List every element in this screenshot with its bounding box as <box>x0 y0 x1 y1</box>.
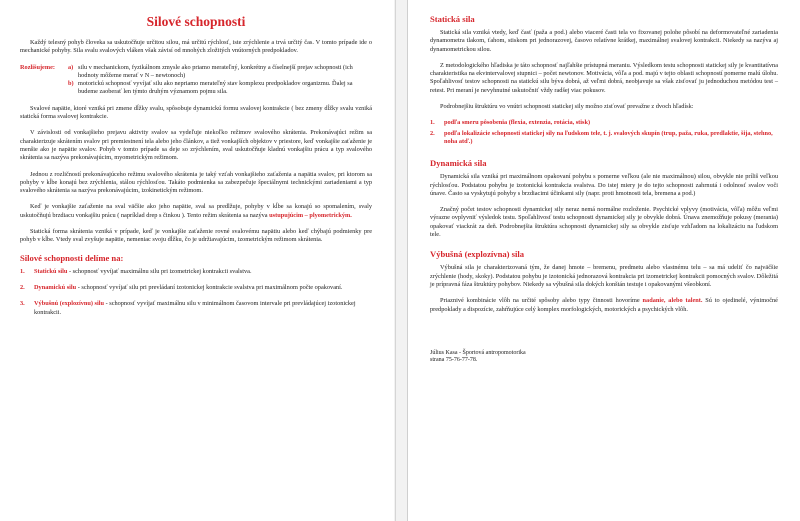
list-item <box>20 268 372 276</box>
paragraph-dynamic-definition: Dynamická sila vzniká pri maximálnom opakovaní pohybu s pomerne veľkou (ale nie maximálnou) silou, obvykle nie príliš veľkou rýchlosťou. Podstatou pohybu je izotonická kontrakcia svalstva. Do istej miery je do tejto schopnosti zahrnutá i odolnosť svalov voči únave. Často sa vyskytujú pohyby s brzdiacimi účinkami sily (napr. proti hmotnosti tela, bremena a pod.) <box>430 173 778 197</box>
footer-author: Július Kasa - Športová antropomotorika <box>430 349 526 356</box>
list-number: 3. <box>20 300 25 308</box>
intro-paragraph: Každý telesný pohyb človeka sa uskutočňuje určitou silou, má určitú rýchlosť, iste zrýchlenie a trvá určitý čas. V tomto prípade ide o mechanické pohyby. Sila svalu svalových vláken však závisí od mnohých zložitých vnútorných predpokladov. <box>20 39 372 55</box>
section-heading-division: Silové schopnosti delíme na: <box>20 252 124 263</box>
page-title: Silové schopnosti <box>146 14 246 29</box>
list-text: podľa smeru pôsobenia (flexia, extenzia, rotácia, stisk) <box>444 119 591 127</box>
distinction-item-b <box>68 80 372 97</box>
list-text: podľa lokalizácie schopnosti statickej sily na ľudskom tele, t. j. svalových skupín (trup, paža, ruka, predlaktie, šija, stehno, noha atď.) <box>444 129 773 145</box>
paragraph-tension: Svalové napätie, ktoré vzniká pri zmene dĺžky svalu, spôsobuje dynamickú formu svalovej kontrakcie ( bez zmeny dĺžky svalu vzniká statická forma svalovej kontrakcie. <box>20 104 372 121</box>
list-number: 2. <box>430 129 435 137</box>
right-page <box>407 0 800 521</box>
list-item <box>20 284 372 292</box>
paragraph-static-structure: Podrobnejšiu štruktúru vo vnútri schopnosti statickej sily možno zisťovať prevažne z dvoch hľadísk: <box>440 103 694 111</box>
list-term: Statickú silu <box>34 267 68 275</box>
paragraph-text: Keď je vonkajšie zaťaženie na sval väčšie ako jeho napätie, sval sa predlžuje, pohyby v kĺbe sa konajú so spomalením, svaly uskutočňujú brzdiacu vonkajšiu prácu ( napríklad drep s činkou ). Tento režim skrátenia sa nazýva <box>20 203 372 219</box>
footer-pages: strana 75-76-77-78. <box>430 357 478 364</box>
list-text: - schopnosť vyvíjať silu pri prevládaní izotonickej kontrakcie svalstva pri maximálnom počte opakovaní. <box>76 283 343 291</box>
distinction-block <box>20 64 372 97</box>
list-number: 2. <box>20 283 25 291</box>
item-text: motorickú schopnosť vyvíjať silu ako nepriamo merateľný stav komplexu predpokladov organizmu. Ďalej sa budeme zaoberať len týmto druhým významom pojmu sila. <box>78 80 353 96</box>
paragraph-regimes: V závislosti od vonkajšieho prejavu aktivity svalov sa vydeľuje niekoľko režimov svalového skrátenia. Prekonávajúci režim sa charakterizuje skrátením svalov pri premiestnení tela alebo jeho článkov, a tiež vonkajších objektov v priestore, keď vonkajšie zaťaženie je menšie ako je napätie svalov. Pohyb v tomto prípade sa deje so zrýchlením, sval uskutočňuje kladnú vonkajšiu prácu a typ svalového skrátenia sa nazýva prekonávajúcim, myometrickým režimom. <box>20 129 372 162</box>
paragraph-text: Priaznivé kombinácie vlôh na určité spôsoby alebo typy činnosti hovoríme <box>440 297 643 305</box>
item-marker: b) <box>68 80 74 88</box>
paragraph-plyometric <box>20 203 372 220</box>
page-divider <box>395 0 396 521</box>
list-text: - schopnosť vyvíjať maximálnu silu v minimálnom časovom intervale pri prevládajúcej izotonickej kontrakcii. <box>34 300 356 316</box>
item-marker: a) <box>68 63 74 71</box>
page-footer <box>430 350 778 365</box>
list-term: Výbušnú (explozívnu) silu <box>34 300 104 308</box>
highlight-term: nadanie, alebo talent. <box>642 297 703 305</box>
left-page <box>0 0 394 521</box>
distinction-label: Rozlišujeme: <box>20 63 55 71</box>
paragraph-talent <box>430 297 778 314</box>
list-item <box>430 119 778 127</box>
static-criteria-list <box>430 119 778 146</box>
list-term: Dynamickú silu <box>34 283 77 291</box>
paragraph-static-definition: Statická sila vzniká vtedy, keď časť (paža a pod.) alebo viaceré časti tela vo fixovanej polohe pôsobí na deformovateľné zariadenia dynamometra tlakom, ťahom, stiskom pri jednorazovej, časovo relatívne krátkej, maximálnej svalovej kontrakcii. Niekedy sa nazýva aj dynamometrickou silou. <box>430 29 778 53</box>
list-number: 1. <box>20 267 25 275</box>
paragraph-isokinetic: Jednou z rozličností prekonávajúceho režimu svalového skrátenia je taký vzťah vonkajšieho zaťaženia a napätia svalov, pri ktorom sa pohyby v kĺbe konajú bez zrýchlenia, stálou rýchlosťou. Takáto podmienka sa zabezpečuje špeciálnymi technickými zariadeniami a typ svalového skrátenia sa nazýva prekonávajúcim, izokinetickým režimom. <box>20 170 372 195</box>
list-text: - schopnosť vyvíjať maximálnu silu pri izometrickej kontrakcii svalstva. <box>67 267 252 275</box>
paragraph-dynamic-testing: Značný počet testov schopnosti dynamickej sily neraz nemá normálne rozloženie. Psychické vplyvy (motivácia, vôľa) môžu veľmi výrazne ovplyvniť výsledok testu. Spoľahlivosť testu schopnosti dynamickej sily je obvykle dobrá. Únava znemožňuje pokusy (merania) opakovať viackrát za deň. Podrobnejšia štruktúra schopnosti dynamickej sily sa obvykle zisťuje vzhľadom na lokalizáciu na ľudskom tele. <box>430 206 778 239</box>
strength-types-list <box>20 268 372 317</box>
highlight-term: ustupujúcim – plyometrickým. <box>269 211 352 219</box>
paragraph-explosive-definition: Výbušná sila je charakterizovaná tým, že danej hmote – bremenu, predmetu alebo vlastnému telu – sa má udeliť čo najväčšie zrýchlenie (hody, skoky). Podstatou pohybu je izotonická jednorazová kontrakcia pri izometrickej kontrakcii pomocných svalov. Dôležitá je prípravná fáza štruktúry pohybov. Niekedy sa výbušná sila dokých konštán testuje i opakovanými všeobkoní. <box>430 264 778 288</box>
item-text: silu v mechanickom, fyzikálnom zmysle ako priamo merateľný, konkrétny a číselnejší prejav schopnosti (ich hodnoty môžeme merať v N – newtonoch) <box>78 63 353 79</box>
list-item <box>20 300 372 317</box>
section-heading-static: Statická sila <box>430 14 475 24</box>
section-heading-dynamic: Dynamická sila <box>430 158 487 169</box>
paragraph-static-form: Statická forma skrátenia vzniká v prípade, keď je vonkajšie zaťaženie rovné svalovému napätiu alebo keď chýbajú podmienky pre pohyb v kĺbe. Vtedy sval zvyšuje napätie, nemeniac svoju dĺžku, čo je udržiavajúcim, izometrickým režimom skrátenia. <box>20 228 372 244</box>
paragraph-static-measurement: Z metodologického hľadiska je táto schopnosť najľahšie prístupná meraniu. Výsledkom testu schopnosti statickej sily je kvantitatívna charakteristika na ekvintervalovej stupnici – počet newtonov. Motivácia, vôľa a pod. majú v tejto oblasti schopností pomerne malú úlohu. Spoľahlivosť testov schopnosti na statickú silu býva dobrá, až veľmi dobrá, neobjavuje sa však zisťovať ju jednoduchou metódou test – retest. Pri meraní je nevyhnutné uskutočniť vždy radšej viac pokusov. <box>430 61 778 94</box>
list-item <box>430 130 778 147</box>
distinction-item-a <box>68 64 372 81</box>
list-number: 1. <box>430 119 435 127</box>
section-heading-explosive: Výbušná (explozívna) sila <box>430 249 525 260</box>
paragraph-text: Sú to ojedinelé, výnimočné predpoklady a dispozície, zahŕňujúce celý komplex morfologických, motorických a psychických vlôh. <box>430 297 778 313</box>
